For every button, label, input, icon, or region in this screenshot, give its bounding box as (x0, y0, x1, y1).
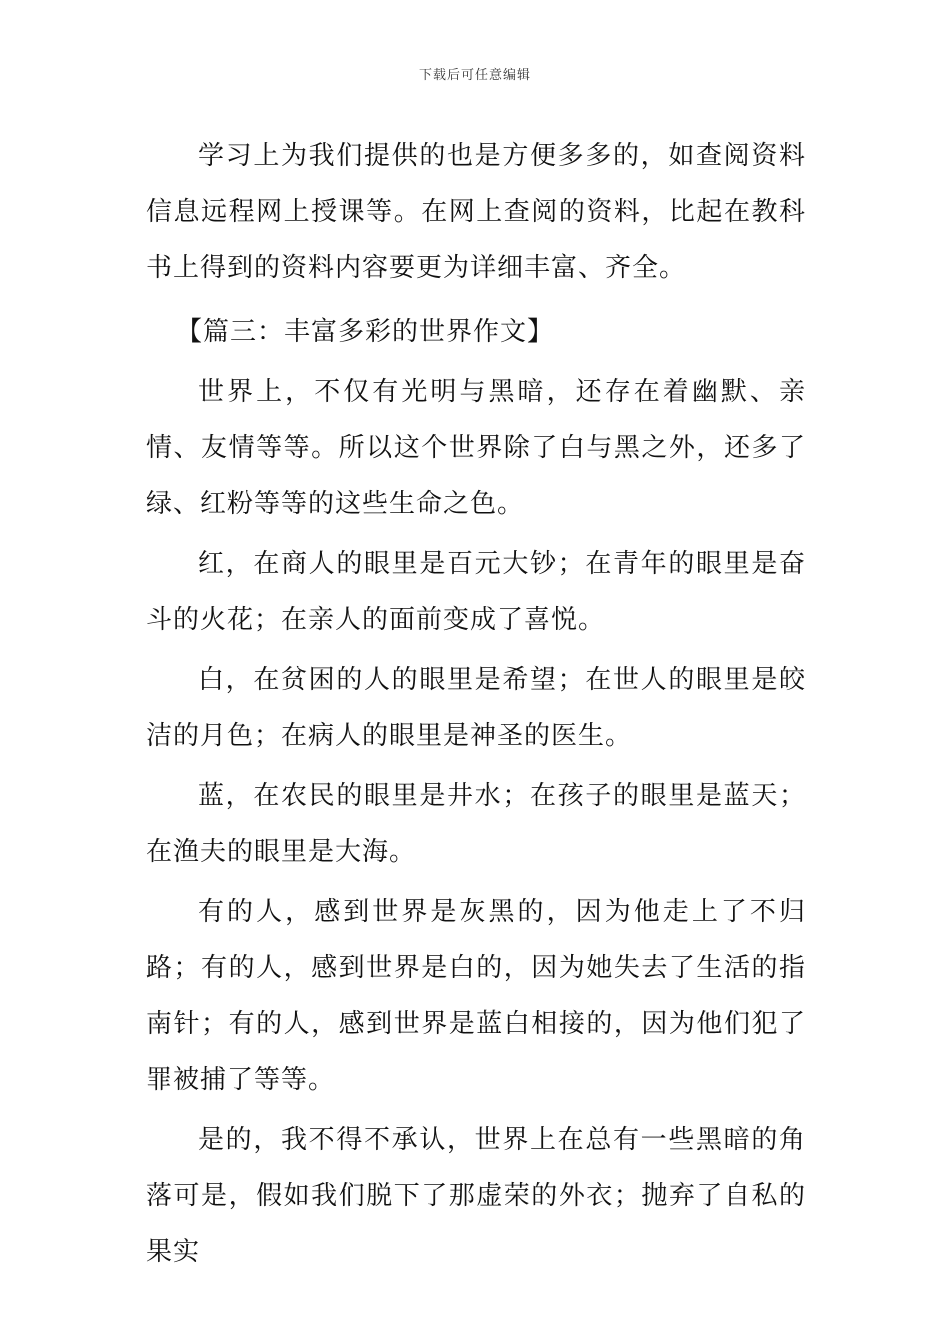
paragraph-1: 学习上为我们提供的也是方便多多的，如查阅资料信息远程网上授课等。在网上查阅的资料，比起在教科书上得到的资料内容要更为详细丰富、齐全。 (146, 141, 806, 283)
paragraph-2: 世界上，不仅有光明与黑暗，还存在着幽默、亲情、友情等等。所以这个世界除了白与黑之外，还多了绿、红粉等等的这些生命之色。 (146, 377, 806, 519)
paragraph-6: 有的人，感到世界是灰黑的，因为他走上了不归路；有的人，感到世界是白的，因为她失去了生活的指南针；有的人，感到世界是蓝白相接的，因为他们犯了罪被捕了等等。 (146, 897, 806, 1095)
paragraph-7: 是的，我不得不承认，世界上在总有一些黑暗的角落可是，假如我们脱下了那虚荣的外衣；抛弃了自私的果实 (146, 1125, 806, 1267)
page-header: 下载后可任意编辑 (418, 68, 531, 83)
paragraph-3: 红，在商人的眼里是百元大钞；在青年的眼里是奋斗的火花；在亲人的面前变成了喜悦。 (146, 549, 806, 635)
document-body (146, 128, 806, 1280)
paragraph-5: 蓝，在农民的眼里是井水；在孩子的眼里是蓝天；在渔夫的眼里是大海。 (146, 781, 806, 867)
section-heading: 【篇三：丰富多彩的世界作文】 (176, 317, 555, 347)
paragraph-4: 白，在贫困的人的眼里是希望；在世人的眼里是皎洁的月色；在病人的眼里是神圣的医生。 (146, 665, 806, 751)
